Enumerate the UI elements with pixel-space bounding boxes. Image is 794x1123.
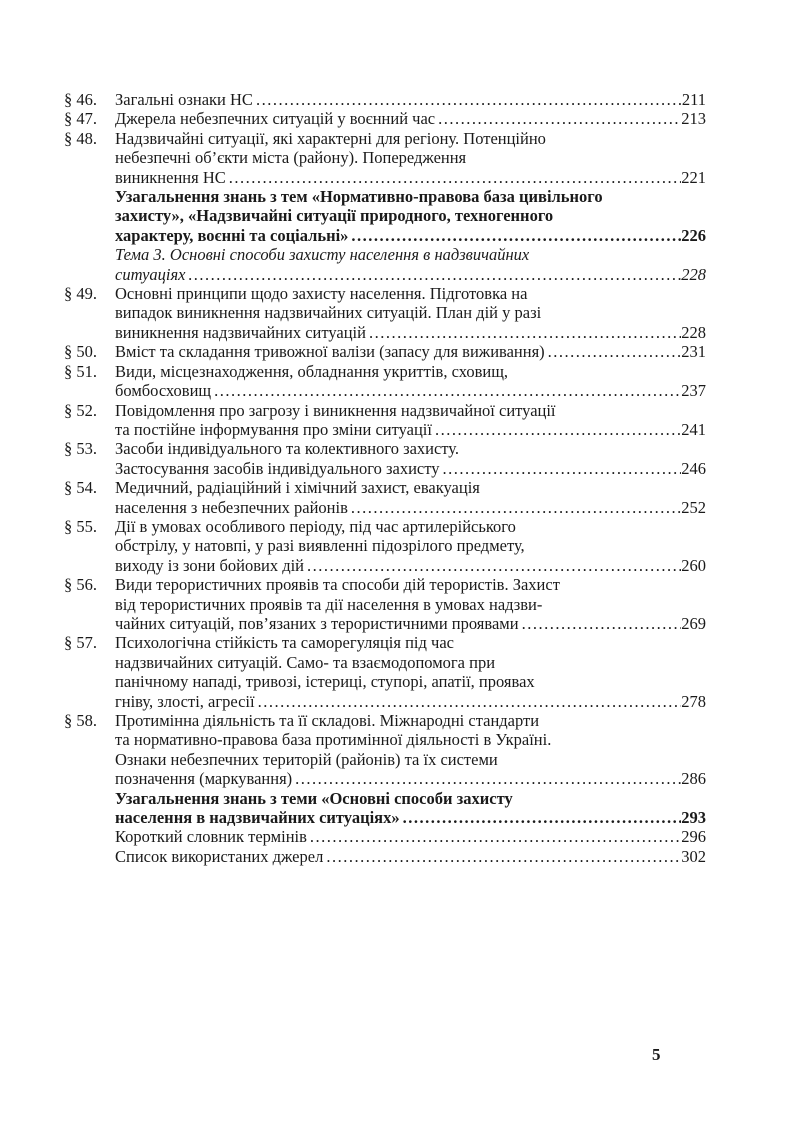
dot-leader bbox=[253, 90, 682, 109]
page-folio-number: 5 bbox=[652, 1045, 661, 1064]
entry-title-line: від терористичних проявів та дії населення в умовах надзви- bbox=[115, 594, 543, 614]
page-number: 228 bbox=[681, 322, 706, 342]
entry-title-line: Загальні ознаки НС bbox=[115, 90, 253, 109]
entry-title-line: небезпечні об’єкти міста (району). Попередження bbox=[115, 148, 467, 168]
entry-title-line: захисту», «Надзвичайні ситуації природного, техногенного bbox=[115, 206, 554, 226]
entry-title-line: Тема 3. Основні способи захисту населення в надзвичайних bbox=[115, 245, 530, 265]
entry-title-line: Надзвичайні ситуації, які характерні для регіону. Потенційно bbox=[115, 128, 546, 148]
toc-entry-52 bbox=[64, 401, 706, 440]
toc-entry-49 bbox=[64, 284, 706, 342]
page-number: 278 bbox=[681, 691, 706, 711]
dot-leader bbox=[400, 808, 682, 827]
entry-title-line: Засоби індивідуального та колективного захисту. bbox=[115, 439, 460, 459]
dot-leader bbox=[226, 168, 682, 187]
entry-title-line: Медичний, радіаційний і хімічний захист, евакуація bbox=[115, 478, 480, 498]
dot-leader bbox=[304, 556, 681, 575]
entry-title-line: випадок виникнення надзвичайних ситуацій. План дій у разі bbox=[115, 303, 542, 323]
entry-title-line: виходу із зони бойових дій bbox=[115, 555, 305, 575]
toc-entry-51 bbox=[64, 362, 706, 401]
section-number bbox=[64, 789, 115, 828]
page-number: 246 bbox=[681, 458, 706, 478]
entry-title-line: Застосування засобів індивідуального захисту bbox=[115, 458, 440, 478]
entry-title-line: гніву, злості, агресії bbox=[115, 691, 255, 711]
entry-title-line: Протимінна діяльність та її складові. Міжнародні стандарти bbox=[115, 711, 540, 730]
section-number: § 46. bbox=[64, 90, 97, 109]
toc-entry-summary-1 bbox=[64, 187, 706, 245]
entry-title-line: Види, місцезнаходження, обладнання укриттів, сховищ, bbox=[115, 361, 509, 381]
toc-entry-47 bbox=[64, 109, 706, 128]
toc-entry-54 bbox=[64, 478, 706, 517]
page-number: 241 bbox=[681, 419, 706, 439]
page-number: 221 bbox=[681, 167, 706, 187]
dot-leader bbox=[435, 109, 681, 128]
page-number: 260 bbox=[681, 555, 706, 575]
entry-title-line: Узагальнення знань з тем «Нормативно-правова база цивільного bbox=[115, 187, 603, 207]
entry-title-line: Джерела небезпечних ситуацій у воєнний час bbox=[115, 109, 436, 129]
dot-leader bbox=[292, 769, 681, 788]
table-of-contents bbox=[64, 90, 706, 866]
entry-title-line: характеру, воєнні та соціальні» bbox=[115, 225, 349, 245]
entry-title-line: та нормативно-правова база протимінної діяльності в Україні. bbox=[115, 730, 552, 750]
entry-title-line: панічному нападі, тривозі, істериці, ступорі, апатії, проявах bbox=[115, 672, 535, 692]
section-number: § 48. bbox=[64, 128, 97, 148]
toc-entry-53 bbox=[64, 439, 706, 478]
section-number: § 53. bbox=[64, 439, 97, 459]
entry-title-line: Вміст та складання тривожної валізи (запасу для виживання) bbox=[115, 342, 545, 362]
entry-title-line: Психологічна стійкість та саморегуляція під час bbox=[115, 633, 454, 653]
dot-leader bbox=[439, 459, 681, 478]
dot-leader bbox=[545, 342, 682, 361]
page-number: 286 bbox=[681, 769, 706, 789]
entry-title-line: Ознаки небезпечних територій (районів) та їх системи bbox=[115, 749, 498, 769]
section-number: § 56. bbox=[64, 575, 97, 595]
entry-title-line: Повідомлення про загрозу і виникнення надзвичайної ситуації bbox=[115, 400, 556, 420]
section-number: § 57. bbox=[64, 633, 97, 653]
entry-title-line: та постійне інформування про зміни ситуації bbox=[115, 419, 432, 439]
dot-leader bbox=[255, 692, 682, 711]
page-number: 226 bbox=[681, 225, 706, 245]
section-number: § 49. bbox=[64, 284, 97, 304]
page-number: 237 bbox=[681, 381, 706, 401]
section-number: § 54. bbox=[64, 478, 97, 498]
entry-title-line: населення з небезпечних районів bbox=[115, 497, 348, 517]
dot-leader bbox=[348, 498, 681, 517]
page-number: 269 bbox=[681, 613, 706, 633]
section-number bbox=[64, 245, 115, 284]
section-number: § 47. bbox=[64, 109, 97, 129]
entry-title-line: виникнення НС bbox=[115, 167, 226, 187]
dot-leader bbox=[323, 847, 681, 866]
toc-entry-57 bbox=[64, 633, 706, 711]
toc-entry-50 bbox=[64, 342, 706, 361]
toc-entry-48 bbox=[64, 129, 706, 187]
toc-entry-55 bbox=[64, 517, 706, 575]
toc-entry-references bbox=[64, 847, 706, 866]
dot-leader bbox=[366, 323, 681, 342]
dot-leader bbox=[348, 226, 681, 245]
page-number: 231 bbox=[681, 342, 706, 362]
entry-title-line: чайних ситуацій, пов’язаних з терористичними проявами bbox=[115, 613, 519, 633]
dot-leader bbox=[307, 827, 681, 846]
toc-entry-58 bbox=[64, 711, 706, 789]
entry-title-line: населення в надзвичайних ситуаціях» bbox=[115, 808, 400, 828]
toc-entry-glossary bbox=[64, 827, 706, 846]
page-number: 293 bbox=[681, 808, 706, 828]
page-number: 211 bbox=[681, 90, 706, 109]
entry-title-line: надзвичайних ситуацій. Само- та взаємодопомога при bbox=[115, 652, 496, 672]
toc-entry-summary-2 bbox=[64, 789, 706, 828]
entry-title-line: бомбосховищ bbox=[115, 381, 212, 401]
dot-leader bbox=[432, 420, 681, 439]
entry-title-line: Види терористичних проявів та способи дій терористів. Захист bbox=[115, 575, 560, 595]
dot-leader bbox=[519, 614, 682, 633]
toc-entry-56 bbox=[64, 575, 706, 633]
page-number: 228 bbox=[681, 264, 706, 284]
entry-title-line: Дії в умовах особливого періоду, під час артилерійського bbox=[115, 516, 516, 536]
toc-entry-46 bbox=[64, 90, 706, 109]
page-number: 302 bbox=[681, 846, 706, 866]
section-number: § 50. bbox=[64, 342, 97, 362]
entry-title-line: Короткий словник термінів bbox=[115, 827, 307, 847]
section-number bbox=[64, 827, 115, 846]
section-number: § 58. bbox=[64, 711, 97, 730]
entry-title-line: обстрілу, у натовпі, у разі виявленні підозрілого предмету, bbox=[115, 536, 525, 556]
entry-title-line: Узагальнення знань з теми «Основні способи захисту bbox=[115, 788, 513, 808]
section-number: § 52. bbox=[64, 400, 97, 420]
toc-entry-topic-3 bbox=[64, 245, 706, 284]
section-number: § 51. bbox=[64, 361, 97, 381]
page-number: 252 bbox=[681, 497, 706, 517]
section-number bbox=[64, 847, 115, 866]
entry-title-line: позначення (маркування) bbox=[115, 769, 293, 789]
entry-title-line: виникнення надзвичайних ситуацій bbox=[115, 322, 366, 342]
section-number bbox=[64, 187, 115, 245]
page-number: 296 bbox=[681, 827, 706, 847]
page-number: 213 bbox=[681, 109, 706, 129]
dot-leader bbox=[211, 381, 681, 400]
entry-title-line: ситуаціях bbox=[115, 264, 186, 284]
section-number: § 55. bbox=[64, 516, 97, 536]
entry-title-line: Список використаних джерел bbox=[115, 846, 324, 866]
entry-title-line: Основні принципи щодо захисту населення. Підготовка на bbox=[115, 284, 528, 304]
dot-leader bbox=[185, 265, 681, 284]
